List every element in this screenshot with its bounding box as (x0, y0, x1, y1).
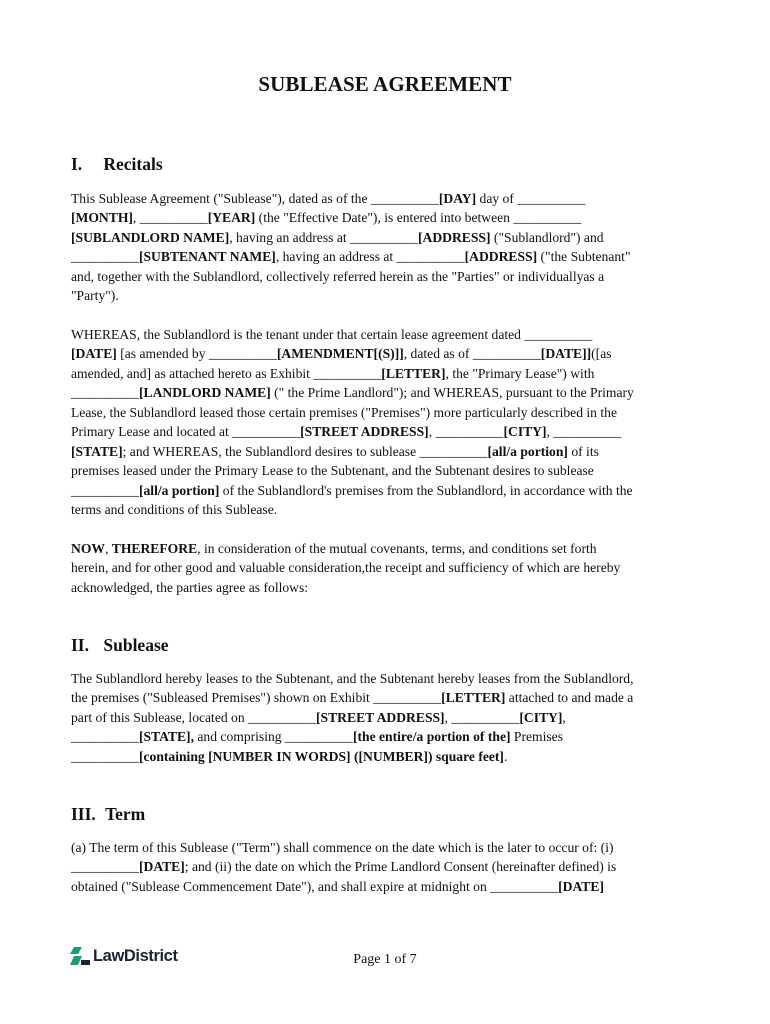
body-text: [as amended by __________ (116, 346, 277, 362)
page-number: Page 1 of 7 (353, 952, 417, 967)
paragraph-line (71, 364, 703, 383)
body-text: __________ (71, 249, 139, 265)
body-text: terms and conditions of this Sublease. (71, 502, 278, 518)
placeholder-field-text: [STREET ADDRESS] (300, 424, 429, 440)
paragraph-line (71, 442, 703, 461)
body-text: , (562, 709, 566, 725)
placeholder-field-text: [DAY] (438, 191, 477, 206)
placeholder-field-text: [CITY] (503, 424, 547, 440)
paragraph-line (71, 708, 703, 727)
section-title: Term (105, 804, 146, 824)
paragraph-line (71, 747, 703, 766)
body-text: , in consideration of the mutual covenants, terms, and conditions set forth (197, 541, 597, 556)
paragraph-line (71, 383, 703, 402)
body-text: , __________ (444, 709, 520, 725)
body-text: ; and (ii) the date on which the Prime Landlord Consent (hereinafter defined) is (184, 859, 617, 875)
paragraph-line (71, 267, 703, 286)
body-text: attached to and made a (505, 690, 634, 706)
body-text: premises leased under the Primary Lease to the Subtenant, and the Subtenant desires to sublease (71, 463, 594, 479)
body-text: __________ (71, 729, 139, 745)
sublease-paragraph (71, 669, 703, 766)
placeholder-field-text: [MONTH] (71, 210, 133, 226)
placeholder-field-text: [STREET ADDRESS] (316, 709, 445, 725)
placeholder-field-text: [all/a portion] (487, 443, 568, 459)
paragraph-line (71, 481, 703, 500)
paragraph-line (71, 344, 703, 363)
document-title: SUBLEASE AGREEMENT (258, 72, 512, 96)
placeholder-field-text: [ADDRESS] (464, 249, 538, 265)
body-text: , dated as of __________ (403, 346, 541, 362)
body-text: the premises ("Subleased Premises") shown on Exhibit __________ (71, 690, 442, 706)
placeholder-field-text: [LANDLORD NAME] (138, 385, 271, 401)
placeholder-field-text: NOW (71, 541, 105, 556)
body-text: part of this Sublease, located on __________ (71, 709, 317, 725)
body-text: ("the Subtenant" (537, 249, 631, 265)
paragraph-line (71, 208, 703, 227)
body-text: Premises (510, 729, 563, 745)
paragraph-line (71, 727, 703, 746)
body-text: herein, and for other good and valuable consideration,the receipt and sufficiency of which are hereby (71, 560, 621, 576)
body-text: (the "Effective Date"), is entered into between __________ (255, 210, 582, 226)
body-text: __________ (71, 748, 139, 764)
now-therefore-paragraph (71, 539, 703, 597)
body-text: (a) The term of this Sublease ("Term") shall commence on the date which is the later to occur of: (i) (71, 840, 614, 855)
paragraph-line (71, 688, 703, 707)
body-text: ([as (591, 346, 612, 362)
body-text: __________ (71, 859, 139, 875)
body-text: ("Sublandlord") and (490, 229, 604, 245)
body-text: (" the Prime Landlord"); and WHEREAS, pursuant to the Primary (270, 385, 634, 401)
body-text: Lease, the Sublandlord leased those certain premises ("Premises") more particularly described in the (71, 404, 617, 420)
paragraph-line (71, 558, 703, 577)
paragraph-line (71, 325, 703, 344)
paragraph-line (71, 189, 703, 208)
body-text: amended, and] as attached hereto as Exhibit __________ (71, 365, 382, 381)
placeholder-field-text: THEREFORE (111, 541, 198, 556)
paragraph-line (71, 500, 703, 519)
paragraph-line (71, 228, 703, 247)
section-number: II. (71, 635, 89, 655)
body-text: , __________ (546, 424, 622, 440)
body-text: __________ (71, 482, 139, 498)
body-text: day of __________ (476, 191, 586, 206)
section-heading-term (71, 804, 145, 825)
paragraph-line (71, 422, 703, 441)
body-text: This Sublease Agreement ("Sublease"), dated as of the __________ (71, 191, 439, 206)
placeholder-field-text: [all/a portion] (138, 482, 220, 498)
placeholder-field-text: [the entire/a portion of the] (352, 729, 511, 745)
body-text: of its (567, 443, 599, 459)
logo-wordmark: LawDistrict (93, 946, 178, 965)
body-text: , __________ (132, 210, 208, 226)
placeholder-field-text: [ADDRESS] (418, 229, 491, 245)
body-text: , having an address at __________ (275, 249, 465, 265)
placeholder-field-text: [SUBLANDLORD NAME] (71, 229, 230, 245)
placeholder-field-text: [STATE] (71, 443, 123, 459)
body-text: and comprising __________ (193, 729, 353, 745)
paragraph-line (71, 461, 703, 480)
placeholder-field-text: [LETTER] (441, 690, 506, 706)
placeholder-field-text: [YEAR] (207, 210, 256, 226)
placeholder-field-text: [AMENDMENT[(S)]] (276, 346, 404, 362)
term-paragraph (71, 838, 703, 896)
paragraph-line (71, 669, 703, 688)
placeholder-field-text: [containing [NUMBER IN WORDS] ([NUMBER]) square feet] (138, 748, 504, 764)
body-text: obtained ("Sublease Commencement Date"), and shall expire at midnight on __________ (71, 878, 559, 894)
paragraph-line (71, 578, 703, 597)
paragraph-line (71, 403, 703, 422)
placeholder-field-text: [DATE] (138, 859, 185, 875)
section-number: III. (71, 804, 96, 824)
whereas-paragraph (71, 325, 703, 520)
placeholder-field-text: [SUBTENANT NAME] (138, 249, 276, 265)
section-title: Recitals (103, 154, 163, 174)
body-text: . (503, 748, 508, 764)
placeholder-field-text: [DATE]] (540, 346, 592, 362)
placeholder-field-text: [DATE] (558, 878, 604, 894)
paragraph-line (71, 857, 703, 876)
body-text: , having an address at __________ (229, 229, 419, 245)
paragraph-line (71, 877, 703, 896)
section-heading-sublease (71, 635, 169, 656)
body-text: and, together with the Sublandlord, collectively referred herein as the "Parties" or individuallyas a (71, 268, 605, 284)
paragraph-line (71, 286, 703, 305)
section-number: I. (71, 154, 83, 174)
placeholder-field-text: [LETTER] (381, 365, 446, 381)
recitals-intro-paragraph (71, 189, 703, 306)
body-text: , the "Primary Lease") with (445, 365, 595, 381)
section-title: Sublease (103, 635, 169, 655)
body-text: WHEREAS, the Sublandlord is the tenant under that certain lease agreement dated __________ (71, 327, 593, 342)
placeholder-field-text: [STATE], (138, 729, 194, 745)
body-text: __________ (71, 385, 139, 401)
body-text: ; and WHEREAS, the Sublandlord desires to sublease __________ (122, 443, 488, 459)
body-text: "Party"). (71, 288, 119, 304)
paragraph-line (71, 539, 703, 558)
body-text: The Sublandlord hereby leases to the Subtenant, and the Subtenant hereby leases from the Sublandlord, (71, 671, 634, 686)
body-text: acknowledged, the parties agree as follows: (71, 579, 309, 595)
paragraph-line (71, 838, 703, 857)
body-text: , (104, 541, 112, 556)
body-text: Primary Lease and located at __________ (71, 424, 301, 440)
placeholder-field-text: [CITY] (519, 709, 563, 725)
paragraph-line (71, 247, 703, 266)
body-text: of the Sublandlord's premises from the Sublandlord, in accordance with the (219, 482, 633, 498)
section-heading-recitals (71, 154, 163, 175)
body-text: , __________ (428, 424, 504, 440)
placeholder-field-text: [DATE] (71, 346, 117, 362)
